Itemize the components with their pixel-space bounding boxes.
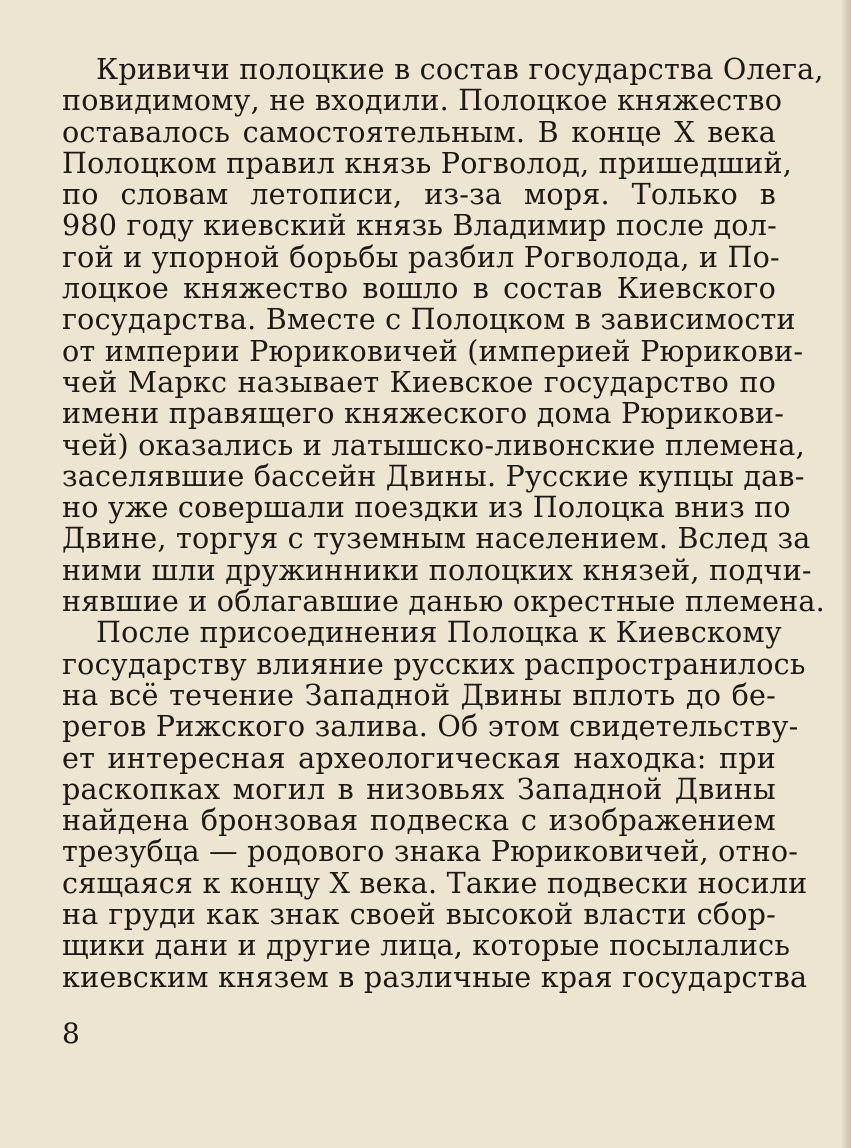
text-line: раскопках могил в низовьях Западной Двины xyxy=(62,771,776,806)
text-line: ними шли дружинники полоцких князей, подчи- xyxy=(62,552,812,587)
text-line: чей) оказались и латышско-ливонские племена, xyxy=(62,427,805,462)
text-line: регов Рижского залива. Об этом свидетельству- xyxy=(62,709,799,744)
text-line: трезубца — родового знака Рюриковичей, отно- xyxy=(62,834,799,869)
text-line: от империи Рюриковичей (империей Рюрикови- xyxy=(62,333,804,368)
text-line: нявшие и облагавшие данью окрестные племена. xyxy=(62,584,825,619)
page-edge-shadow xyxy=(841,0,851,1148)
text-line: Двине, торгуя с туземным населением. Вслед за xyxy=(62,521,811,556)
text-line: имени правящего княжеского дома Рюрикови- xyxy=(62,396,785,431)
text-line: чей Маркс называет Киевское государство по xyxy=(62,364,776,399)
text-line: заселявшие бассейн Двины. Русские купцы дав- xyxy=(62,458,805,493)
text-line: государства. Вместе с Полоцком в зависимости xyxy=(62,302,796,337)
text-line: сящаяся к концу X века. Такие подвески носили xyxy=(62,865,808,900)
text-line: 980 году киевский князь Владимир после дол- xyxy=(62,208,777,243)
text-line: гой и упорной борьбы разбил Рогволода, и По- xyxy=(62,239,780,274)
text-line: ет интересная археологическая находка: при xyxy=(62,740,776,775)
text-line: щики дани и другие лица, которые посылались xyxy=(62,928,791,963)
text-line: После присоединения Полоцка к Киевскому xyxy=(96,615,782,650)
text-line: но уже совершали поездки из Полоцка вниз по xyxy=(62,490,791,525)
text-line: по словам летописи, из-за моря. Только в xyxy=(62,177,776,212)
text-line: киевским князем в различные края государства xyxy=(62,959,808,994)
text-line: на груди как знак своей высокой власти сбор- xyxy=(62,897,776,932)
body-text xyxy=(62,52,825,994)
text-line: повидимому, не входили. Полоцкое княжество xyxy=(62,83,783,118)
text-line: Кривичи полоцкие в состав государства Олега, xyxy=(96,52,824,86)
text-line: государству влияние русских распространилось xyxy=(62,646,806,681)
text-line: на всё течение Западной Двины вплоть до бе- xyxy=(62,677,776,712)
text-line: оставалось самостоятельным. В конце X века xyxy=(62,114,776,149)
text-line: лоцкое княжество вошло в состав Киевского xyxy=(62,271,776,306)
text-line: Полоцком правил князь Рогволод, пришедший, xyxy=(62,145,793,180)
text-line: найдена бронзовая подвеска с изображением xyxy=(62,803,776,838)
page-number: 8 xyxy=(62,1017,80,1050)
